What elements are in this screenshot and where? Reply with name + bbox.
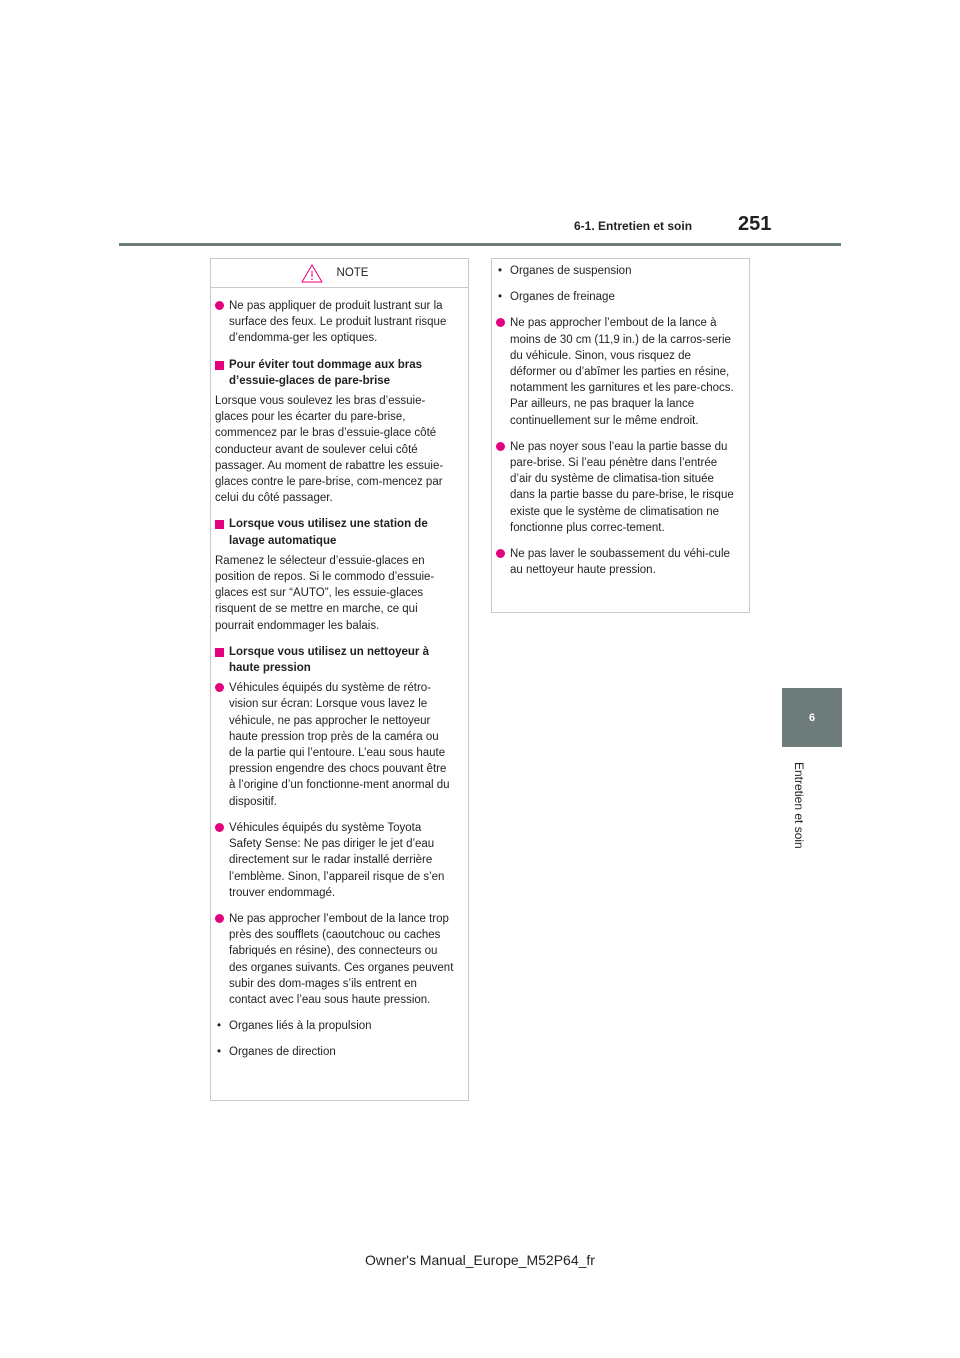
list-item — [215, 820, 454, 901]
heading-text: Lorsque vous utilisez un nettoyeur à haute pression — [229, 645, 430, 675]
square-bullet-icon — [215, 361, 224, 370]
note-title: NOTE — [336, 267, 369, 279]
item-text: Ne pas noyer sous l’eau la partie basse du pare-brise. Si l’eau pénètre dans l’entrée d’air du système de climatisa-tion située dans la partie basse du pare-brise, le risque existe que le système de climatisation ne fonctionne plus correc-tement. — [510, 440, 734, 534]
list-item — [496, 439, 735, 536]
square-bullet-icon — [215, 520, 224, 529]
circle-bullet-icon — [215, 914, 224, 923]
paragraph: Lorsque vous soulevez les bras d’essuie-glaces pour les écarter du pare-brise, commencez par le bras d’essuie-glace côté conducteur avant de soulever celui côté passager. Au moment de rabattre les essuie-glaces contre le pare-brise, com-mencez par celui du côté passager. — [215, 395, 444, 505]
circle-bullet-icon — [215, 301, 224, 310]
list-item — [215, 680, 454, 810]
circle-bullet-icon — [215, 683, 224, 692]
bullet-icon: • — [217, 1046, 222, 1059]
item-text: Organes liés à la propulsion — [229, 1020, 372, 1033]
heading-text: Lorsque vous utilisez une station de lavage automatique — [229, 518, 428, 547]
section-heading — [215, 516, 454, 548]
chapter-number: 6 — [808, 711, 816, 724]
warning-triangle-icon — [301, 264, 323, 283]
note-header — [215, 259, 454, 287]
sub-list-item — [496, 263, 735, 279]
header-divider — [119, 243, 841, 246]
heading-text: Pour éviter tout dommage aux bras d’essuie-glaces de pare-brise — [229, 358, 422, 387]
item-text: Ne pas approcher l’embout de la lance trop près des soufflets (caoutchouc ou caches fabriqués en résine), des connecteurs ou des organes suivants. Ces organes peuvent subir des dom-mages s’ils entrent en contact avec l’eau sous haute pression. — [229, 912, 454, 1006]
section-heading — [215, 644, 454, 676]
note-divider — [211, 287, 468, 288]
item-text: Ne pas laver le soubassement du véhi-cule au nettoyeur haute pression. — [510, 548, 730, 577]
item-text: Ne pas appliquer de produit lustrant sur la surface des feux. Le produit lustrant risque d’endomma-ger les optiques. — [229, 300, 447, 345]
bullet-icon: • — [498, 265, 503, 277]
circle-bullet-icon — [496, 442, 505, 451]
list-item — [496, 315, 735, 428]
list-item — [215, 911, 454, 1008]
paragraph: Ramenez le sélecteur d’essuie-glaces en position de repos. Si le commodo d’essuie-glaces est sur “AUTO”, les essuie-glaces risquent de se mettre en marche, ce qui pourrait endommager les balais. — [215, 554, 435, 632]
circle-bullet-icon — [496, 318, 505, 327]
bullet-icon: • — [498, 291, 503, 304]
sub-list-item — [215, 1044, 454, 1060]
note-box-right — [491, 258, 750, 613]
section-heading — [215, 357, 454, 389]
list-item — [496, 546, 735, 578]
square-bullet-icon — [215, 648, 224, 657]
circle-bullet-icon — [215, 823, 224, 832]
bullet-icon: • — [217, 1020, 222, 1033]
document-footer: Owner's Manual_Europe_M52P64_fr — [365, 1252, 595, 1268]
page-number: 251 — [738, 213, 772, 235]
sub-list-item — [496, 289, 735, 305]
item-text: Organes de freinage — [510, 291, 615, 304]
item-text: Véhicules équipés du système de rétro-vision sur écran: Lorsque vous lavez le véhicule, ne pas approcher le nettoyeur haute pression trop près de la caméra ou de la partie qui l’entoure. L’eau sous haute pression engendre des chocs pouvant être à l’origine d’un fonctionne-ment anormal du dispositif. — [229, 682, 450, 808]
list-item — [215, 298, 454, 347]
circle-bullet-icon — [496, 549, 505, 558]
chapter-tab — [782, 688, 842, 747]
item-text: Véhicules équipés du système Toyota Safety Sense: Ne pas diriger le jet d’eau directement sur le radar installé derrière l’emblème. Sinon, l’appareil risque de s’en trouver endommagé. — [229, 821, 445, 899]
chapter-label: Entretien et soin — [792, 762, 806, 849]
item-text: Organes de direction — [229, 1046, 336, 1059]
item-text: Ne pas approcher l’embout de la lance à moins de 30 cm (11,9 in.) de la carros-serie du véhicule. Sinon, vous risquez de déformer ou d’abîmer les parties en résine, notamment les garnitures et les pare-chocs. Par ailleurs, ne pas braquer la lance continuellement sur le même endroit. — [510, 317, 734, 427]
sub-list-item — [215, 1018, 454, 1034]
item-text: Organes de suspension — [510, 265, 632, 277]
section-title: 6-1. Entretien et soin — [574, 219, 693, 233]
note-box-left — [210, 258, 469, 1101]
